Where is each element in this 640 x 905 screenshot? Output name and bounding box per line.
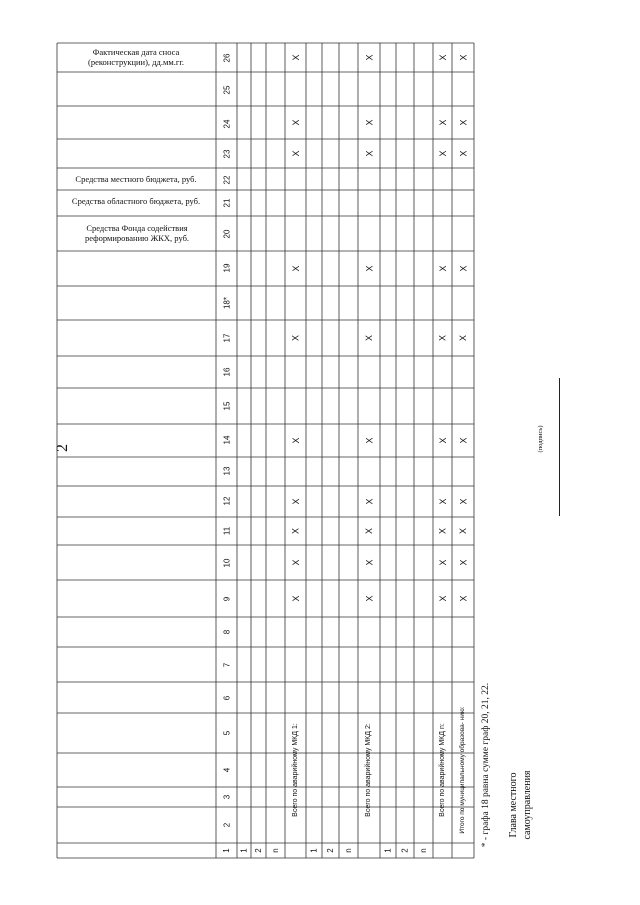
x-mark: X xyxy=(364,437,374,444)
x-mark: X xyxy=(364,559,374,566)
col-num-19: 19 xyxy=(222,263,231,273)
x-mark: X xyxy=(290,265,301,272)
col-num-9: 9 xyxy=(222,596,231,602)
col-num-2: 2 xyxy=(222,822,231,828)
x-mark: X xyxy=(458,265,468,272)
x-mark: X xyxy=(437,437,448,444)
x-mark: X xyxy=(364,54,374,61)
row-label-2b: 2 xyxy=(326,848,335,853)
col-num-11: 11 xyxy=(222,526,231,536)
col-num-1: 1 xyxy=(222,848,231,853)
x-mark: X xyxy=(290,498,301,505)
header-c22: Средства местного бюджета, руб. xyxy=(75,174,197,184)
x-mark: X xyxy=(364,595,374,602)
x-mark: X xyxy=(458,498,468,505)
total-municipal-label: Итого по муниципальному образова- нию: xyxy=(458,706,466,834)
col-num-7: 7 xyxy=(222,662,231,668)
signature-label: (подпись) xyxy=(536,425,544,453)
col-num-8: 8 xyxy=(222,629,231,635)
x-mark: X xyxy=(458,528,468,535)
x-mark: X xyxy=(437,528,448,535)
head-line1: Глава местного xyxy=(507,772,519,838)
row-label-2c: 2 xyxy=(400,848,410,853)
x-mark: X xyxy=(290,150,301,157)
header-c21: Средства областного бюджета, руб. xyxy=(71,196,201,206)
col-num-17: 17 xyxy=(222,333,231,343)
col-num-5: 5 xyxy=(222,730,231,736)
x-mark: X xyxy=(437,150,448,157)
total-mkd1-label: Всего по аварийному МКД 1: xyxy=(291,723,299,817)
head-line2: самоуправления xyxy=(521,770,533,840)
col-num-22: 22 xyxy=(222,175,231,185)
page-number: 2 xyxy=(54,444,71,452)
x-mark: X xyxy=(458,595,468,602)
x-mark: X xyxy=(290,335,301,342)
total-mkd2-label: Всего по аварийному МКД 2: xyxy=(364,723,372,817)
x-mark: X xyxy=(458,559,468,566)
x-mark: X xyxy=(458,54,468,61)
header-c26: Фактическая дата сноса (реконструкции), дд.мм.гг. xyxy=(88,47,184,67)
col-num-26: 26 xyxy=(222,53,231,63)
col-num-16: 16 xyxy=(222,367,231,377)
x-mark: X xyxy=(437,54,448,61)
x-mark: X xyxy=(458,119,468,126)
row-label-1: 1 xyxy=(239,848,249,853)
x-mark: X xyxy=(437,119,448,126)
row-label-1c: 1 xyxy=(383,848,393,853)
col-num-3: 3 xyxy=(222,794,231,800)
col-num-18: 18* xyxy=(222,297,231,310)
x-mark: X xyxy=(290,528,301,535)
col-num-14: 14 xyxy=(222,435,231,445)
row-label-2: 2 xyxy=(254,848,263,853)
x-mark: X xyxy=(437,498,448,505)
x-mark: X xyxy=(364,150,374,157)
col-num-6: 6 xyxy=(222,695,231,701)
x-mark: X xyxy=(364,265,374,272)
col-num-23: 23 xyxy=(222,149,231,159)
col-num-20: 20 xyxy=(222,229,231,239)
row-label-nb: n xyxy=(344,848,353,853)
footnote: * - графа 18 равна сумме граф 20, 21, 22. xyxy=(481,682,491,848)
x-mark: X xyxy=(364,528,374,535)
x-mark: X xyxy=(437,595,448,602)
signature-line xyxy=(559,378,560,516)
col-num-15: 15 xyxy=(222,401,231,411)
x-mark: X xyxy=(458,150,468,157)
col-num-10: 10 xyxy=(222,558,231,568)
col-num-13: 13 xyxy=(222,466,231,476)
x-mark: X xyxy=(290,437,301,444)
x-mark: X xyxy=(437,559,448,566)
x-mark: X xyxy=(437,265,448,272)
col-num-21: 21 xyxy=(222,198,231,208)
col-num-4: 4 xyxy=(222,767,231,773)
x-mark: X xyxy=(364,498,374,505)
header-c20: Средства Фонда содействия реформированию ЖКХ, руб. xyxy=(84,223,190,243)
x-mark: X xyxy=(290,595,301,602)
x-mark: X xyxy=(290,559,301,566)
x-mark: X xyxy=(364,335,374,342)
row-label-1b: 1 xyxy=(309,848,319,853)
total-mkdn-label: Всего по аварийному МКД n: xyxy=(438,723,446,817)
x-mark: X xyxy=(437,335,448,342)
x-mark: X xyxy=(458,437,468,444)
col-num-12: 12 xyxy=(222,496,231,506)
x-mark: X xyxy=(290,54,301,61)
x-mark: X xyxy=(458,335,468,342)
x-mark: X xyxy=(290,119,301,126)
col-num-25: 25 xyxy=(222,85,231,95)
col-num-24: 24 xyxy=(222,119,231,129)
row-label-n: n xyxy=(271,848,280,853)
x-mark: X xyxy=(364,119,374,126)
row-label-nc: n xyxy=(419,848,428,853)
